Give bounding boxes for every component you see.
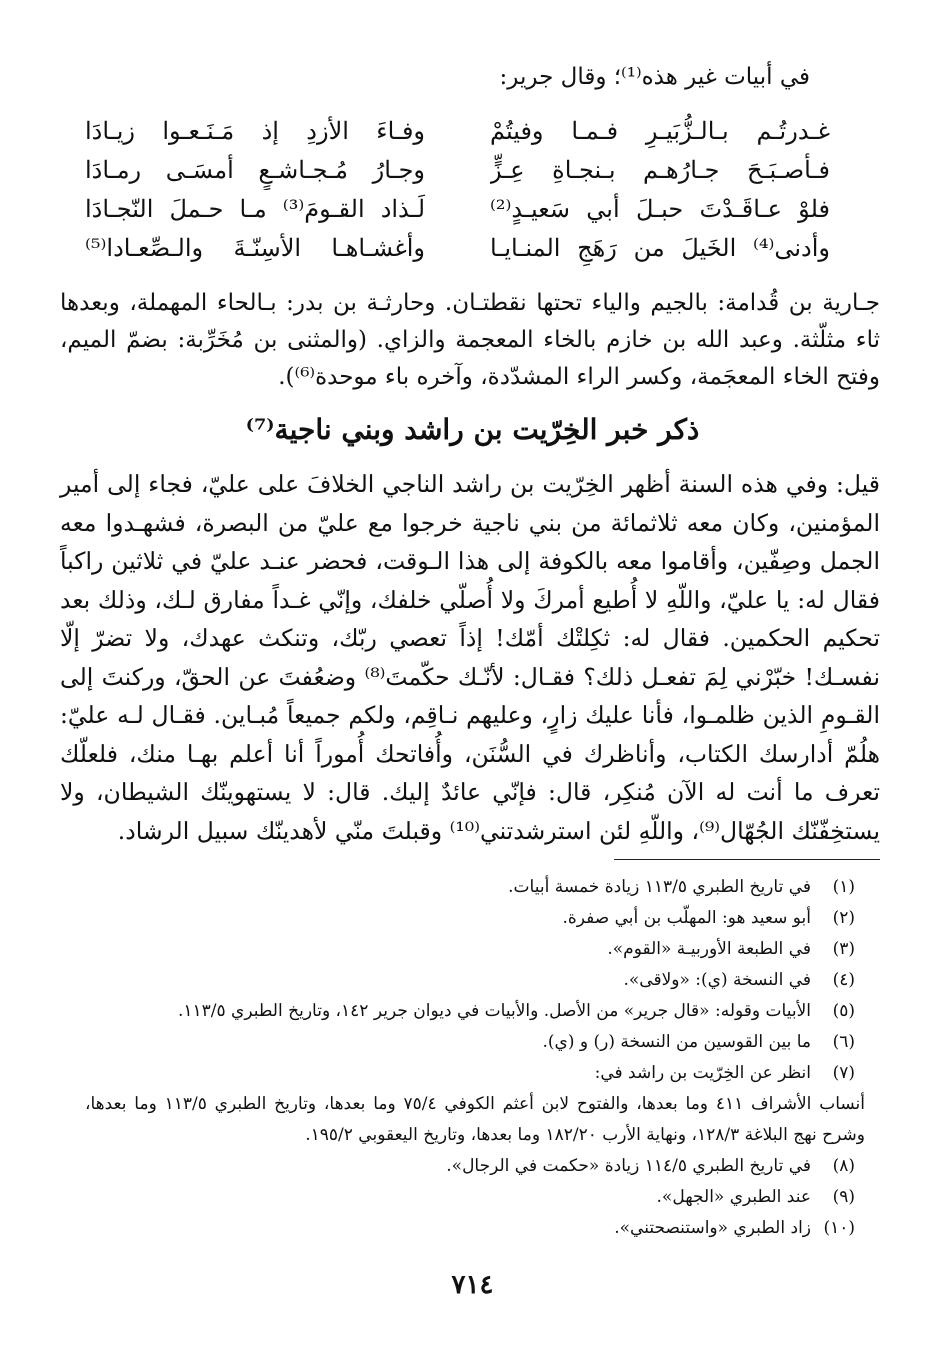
verse-row	[85, 112, 830, 151]
footnote-text: في الطبعة الأوربيـة «القوم».	[607, 939, 811, 959]
footnote-number: (٣)	[832, 939, 855, 959]
footnote-number: (٩)	[832, 1187, 855, 1207]
footnote-text: انظر عن الخِرّيت بن راشد في:	[594, 1063, 811, 1083]
footnote-text: عند الطبري «الجهل».	[656, 1187, 811, 1207]
verse-second-hemistich: لَـذاد القـومَ⁽³⁾ مـا حـملَ النّجـادَا	[85, 195, 425, 223]
footnote-text: في تاريخ الطبري ١١٤/٥ زيادة «حكمت في الرجال».	[446, 1156, 811, 1176]
verse-first-hemistich: غـدرتُـم بـالـزُّبَيـرِ فـمـا وفيتُمْ	[490, 117, 830, 145]
footnote-text: زاد الطبري «واستنصحتني».	[614, 1218, 811, 1238]
verse-row	[85, 151, 830, 190]
verse-first-hemistich: وأدنى⁽⁴⁾ الخَيلَ من رَهَجِ المنـايـا	[490, 234, 830, 262]
verse-second-hemistich: وأغشـاهـا الأسِنّـةَ والـصِّعـادا⁽⁵⁾	[85, 234, 425, 262]
footnote-divider	[614, 859, 880, 860]
verse-first-hemistich: فـأصـبَـحَ جـارُهـم بـنجـاةِ عِـزٍّ	[490, 156, 830, 184]
footnote-text: في النسخة (ي): «ولاقى».	[623, 970, 811, 990]
poem-verses	[85, 112, 830, 268]
footnote-item	[85, 903, 855, 934]
verse-row	[85, 229, 830, 268]
footnote-item	[85, 1058, 855, 1089]
footnote-item	[85, 965, 855, 996]
footnote-number: (١)	[832, 877, 855, 897]
footnote-item	[85, 996, 855, 1027]
footnote-text: في تاريخ الطبري ١١٣/٥ زيادة خمسة أبيات.	[508, 877, 811, 897]
footnote-item	[85, 872, 855, 903]
footnote-number: (٤)	[832, 970, 855, 990]
verse-first-hemistich: فلوْ عـاقَـدْتَ حبـلَ أبي سَعيـدٍ⁽²⁾	[490, 195, 830, 223]
intro-line: في أبيات غير هذه⁽¹⁾؛ وقال جرير:	[499, 64, 810, 90]
footnotes	[85, 872, 865, 1244]
footnote-number: (٧)	[832, 1063, 855, 1083]
footnote-item	[85, 934, 855, 965]
footnote-number: (٢)	[832, 908, 855, 928]
footnote-number: (١٠)	[823, 1218, 855, 1238]
section-title: ذكر خبر الخِرّيت بن راشد وبني ناجية⁽⁷⁾	[245, 413, 700, 446]
page-number: ٧١٤	[451, 1270, 494, 1300]
footnote-item	[85, 1213, 855, 1244]
footnote-text: أبو سعيد هو: المهلّب بن أبي صفرة.	[562, 908, 811, 928]
verse-row	[85, 190, 830, 229]
footnote-text: ما بين القوسين من النسخة (ر) و (ي).	[542, 1032, 811, 1052]
footnote-number: (٦)	[832, 1032, 855, 1052]
footnote-item	[85, 1151, 855, 1182]
verse-second-hemistich: وفـاءَ الأزدِ إذ مَـنَـعـوا زيـادَا	[85, 117, 425, 145]
footnote-number: (٨)	[832, 1156, 855, 1176]
verse-second-hemistich: وجـارُ مُـجـاشـعٍ أمسَـى رمـادَا	[85, 156, 425, 184]
body-paragraph: قيل: وفي هذه السنة أظهر الخِرّيت بن راشد الناجي الخلافَ على عليّ، فجاء إلى أمير المؤمنين، وكان معه ثلاثمائة من بني ناجية خرجوا مع عليّ من البصرة، فشهـدوا معه الجمل وصِفّين، وأقاموا معه بالكوفة إلى هذا الـوقت، فحضر عنـد عليّ في ثلاثين راكباً فقال له: يا عليّ، واللّهِ لا أُطيع أمركَ ولا أُصلّي خلفك، وإنّي غـداً مفارق لـك، وذلك بعد تحكيم الحكمين. فقال له: ثكِلتْك أمّك! إذاً تعصي ربّك، وتنكث عهدك، ولا تضرّ إلّا نفسـك! خبّرْني لِمَ تفعـل ذلك؟ فقـال: لأنّـك حكّمتَ⁽⁸⁾ وضعُفتَ عن الحقّ، وركنتَ إلى القـومِ الذين ظلمـوا، فأنا عليك زارٍ، وعليهم نـاقِم، ولكم جميعاً مُبـاين. فقـال لـه عليّ: هلُمّ أدارسك الكتاب، وأناظرك في السُّنَن، وأُفاتحك أُموراً أنا أعلم بهـا منك، فلعلّك تعرف ما أنت له الآن مُنكِر، قال: فإنّي عائدٌ إليك. قال: لا يستهوينّك الشيطان، ولا يستخِفّنّك الجُهّال⁽⁹⁾، واللّهِ لئن استرشدتني⁽¹⁰⁾ وقبلتَ منّي لأهدينّك سبيل الرشاد.	[60, 470, 880, 845]
footnote-number: (٥)	[832, 1001, 855, 1021]
footnote-item	[85, 1182, 855, 1213]
names-notes-paragraph: جـارية بن قُدامة: بالجيم والياء تحتها نقطتـان. وحارثـة بن بدر: بـالحاء المهملة، وبعدها ثاء مثلّثة. وعبد الله بن خازم بالخاء المعجمة والزاي. (والمثنى بن مُخَرِّبة: بضمّ الميم، وفتح الخاء المعجَمة، وكسر الراء المشدّدة، وآخره باء موحدة⁽⁶⁾).	[60, 290, 880, 390]
footnote-text: الأبيات وقوله: «قال جرير» من الأصل. والأبيات في ديوان جرير ١٤٢، وتاريخ الطبري ١١٣/٥.	[177, 1001, 811, 1021]
footnote-continuation: أنساب الأشراف ٤١١ وما بعدها، والفتوح لابن أعثم الكوفي ٧٥/٤ وما بعدها، وتاريخ الطبري ١١٣/٥ وما بعدها، وشرح نهج البلاغة ١٢٨/٣، ونهاية الأرب ١٨٢/٢٠ وما بعدها، وتاريخ اليعقوبي ١٩٥/٢.	[85, 1094, 865, 1145]
footnote-item	[85, 1027, 855, 1058]
